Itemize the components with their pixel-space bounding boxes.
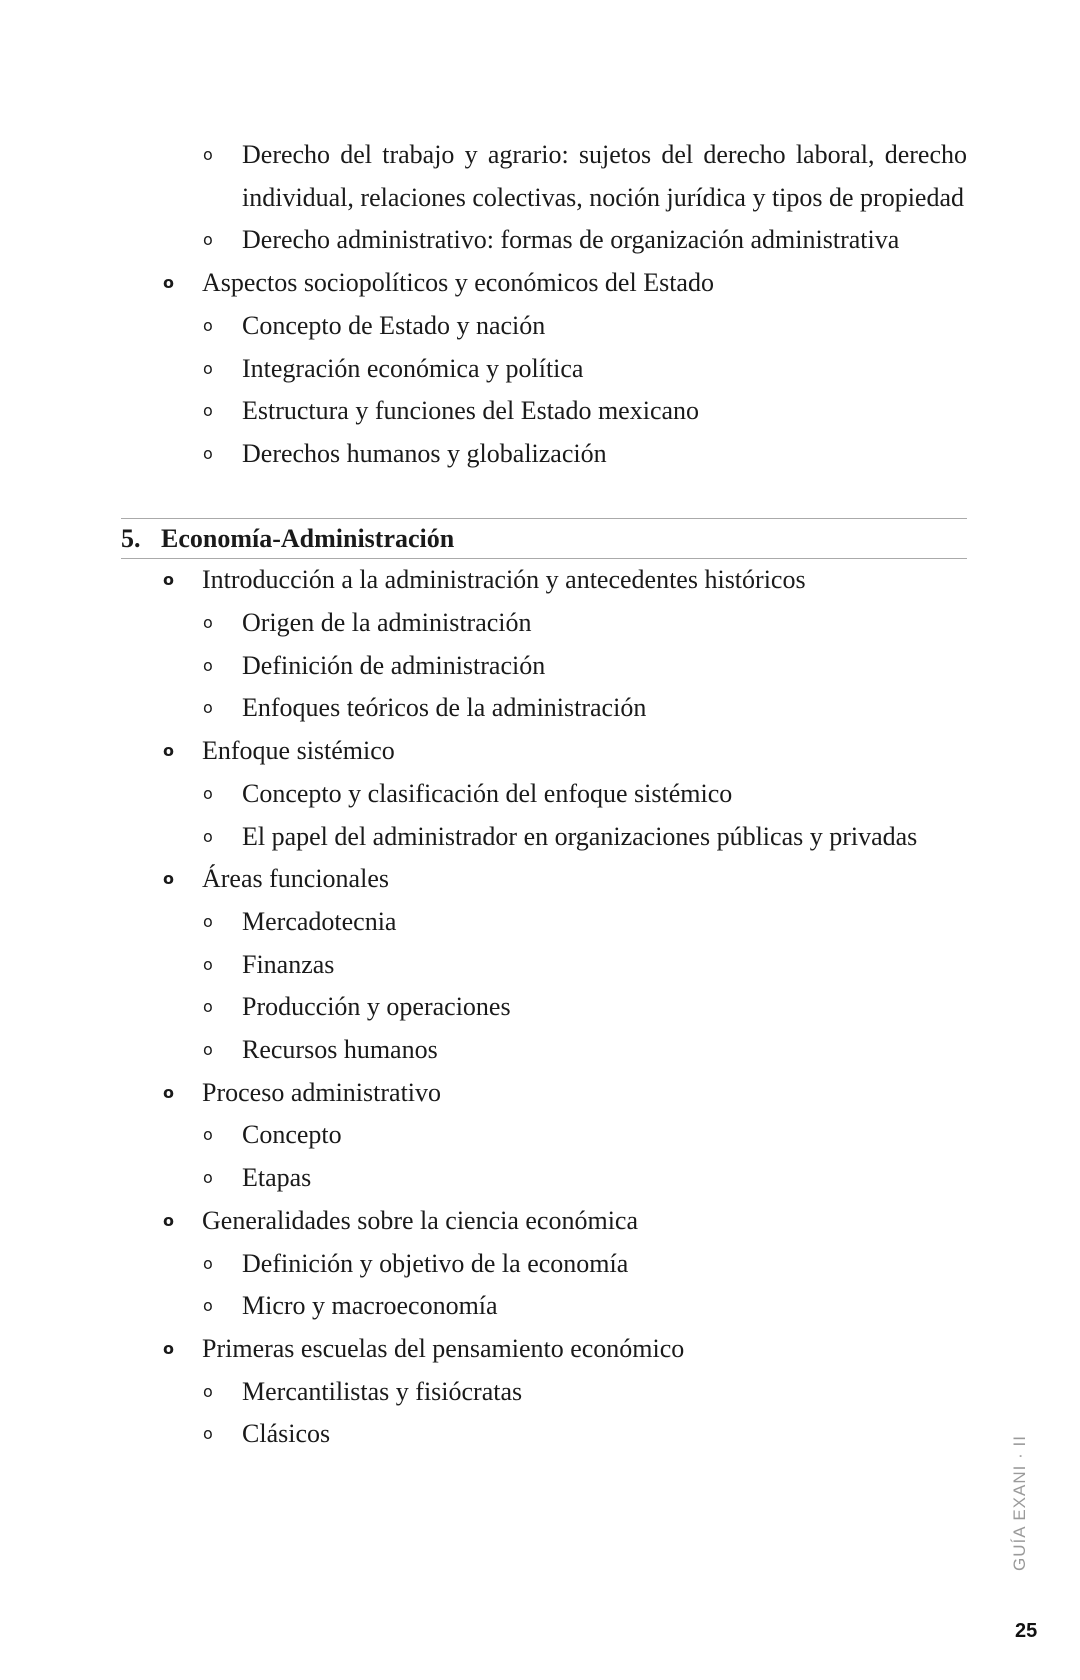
outline-subitem <box>121 816 967 859</box>
item-text: Definición y objetivo de la economía <box>242 1248 629 1278</box>
outline-item <box>121 1328 967 1371</box>
circle-bullet-icon: o <box>203 1296 213 1316</box>
circle-bullet-icon: o <box>203 443 213 463</box>
item-text: Integración económica y política <box>242 353 584 383</box>
circle-bullet-icon: o <box>163 273 174 293</box>
circle-bullet-icon: o <box>203 358 213 378</box>
item-text: Enfoque sistémico <box>202 736 395 766</box>
outline-subitem <box>121 773 967 816</box>
document-body <box>121 134 967 1456</box>
outline-item <box>121 262 967 305</box>
running-title: GUÍA EXANI · II <box>1010 1435 1029 1571</box>
circle-bullet-icon: o <box>203 1168 213 1188</box>
item-text: Derecho del trabajo y agrario: sujetos del derecho laboral, derecho individual, relaciones colectivas, noción jurídica y tipos de propiedad <box>242 140 967 212</box>
item-text: Derechos humanos y globalización <box>242 438 607 468</box>
outline-subitem <box>121 348 967 391</box>
outline-item <box>121 1072 967 1115</box>
item-text: Definición de administración <box>242 650 546 680</box>
outline-subitem <box>121 1413 967 1456</box>
item-text: Concepto <box>242 1120 342 1150</box>
circle-bullet-icon: o <box>203 783 213 803</box>
circle-bullet-icon: o <box>203 698 213 718</box>
circle-bullet-icon: o <box>203 655 213 675</box>
outline-subitem <box>121 602 967 645</box>
circle-bullet-icon: o <box>163 570 174 590</box>
item-text: Origen de la administración <box>242 608 532 638</box>
outline-subitem <box>121 1114 967 1157</box>
circle-bullet-icon: o <box>203 230 213 250</box>
circle-bullet-icon: o <box>203 145 213 164</box>
outline-subitem <box>121 901 967 944</box>
outline-subitem <box>121 433 967 476</box>
item-text: Mercadotecnia <box>242 906 397 936</box>
item-text: Mercantilistas y fisiócratas <box>242 1376 523 1406</box>
circle-bullet-icon: o <box>203 1040 213 1060</box>
item-text: Aspectos sociopolíticos y económicos del Estado <box>202 268 714 298</box>
section-number: 5. <box>121 524 141 554</box>
section-title: Economía-Administración <box>161 524 455 554</box>
circle-bullet-icon: o <box>163 1338 174 1358</box>
item-text: Recursos humanos <box>242 1035 438 1065</box>
outline-subitem <box>121 305 967 348</box>
outline-subitem <box>121 390 967 433</box>
item-text: Estructura y funciones del Estado mexicano <box>242 396 700 426</box>
circle-bullet-icon: o <box>163 869 174 889</box>
circle-bullet-icon: o <box>203 911 213 931</box>
circle-bullet-icon: o <box>163 1082 174 1102</box>
top-outline-list <box>121 134 967 476</box>
outline-subitem <box>121 944 967 987</box>
circle-bullet-icon: o <box>203 1424 213 1444</box>
circle-bullet-icon: o <box>203 997 213 1017</box>
page-number: 25 <box>1015 1620 1038 1642</box>
item-text: Introducción a la administración y antecedentes históricos <box>202 565 806 595</box>
circle-bullet-icon: o <box>203 315 213 335</box>
item-text: Producción y operaciones <box>242 992 511 1022</box>
outline-subitem <box>121 134 967 219</box>
section-outline-list <box>121 559 967 1456</box>
item-text: Áreas funcionales <box>202 864 389 894</box>
item-text: Concepto de Estado y nación <box>242 310 546 340</box>
circle-bullet-icon: o <box>203 401 213 421</box>
item-text: Primeras escuelas del pensamiento económico <box>202 1333 685 1363</box>
outline-item <box>121 559 967 602</box>
outline-subitem <box>121 687 967 730</box>
circle-bullet-icon: o <box>203 1125 213 1145</box>
circle-bullet-icon: o <box>203 826 213 846</box>
outline-item <box>121 730 967 773</box>
outline-subitem <box>121 219 967 262</box>
item-text: Micro y macroeconomía <box>242 1291 498 1321</box>
outline-subitem <box>121 1157 967 1200</box>
circle-bullet-icon: o <box>203 1381 213 1401</box>
outline-item <box>121 858 967 901</box>
item-text: Clásicos <box>242 1419 331 1449</box>
item-text: Finanzas <box>242 949 335 979</box>
item-text: Proceso administrativo <box>202 1077 442 1107</box>
section-heading <box>121 518 967 559</box>
item-text: Generalidades sobre la ciencia económica <box>202 1205 638 1235</box>
outline-subitem <box>121 1371 967 1414</box>
outline-subitem <box>121 1243 967 1286</box>
item-text: Concepto y clasificación del enfoque sistémico <box>242 778 733 808</box>
outline-subitem <box>121 986 967 1029</box>
outline-subitem <box>121 1029 967 1072</box>
item-text: Derecho administrativo: formas de organización administrativa <box>242 225 900 255</box>
item-text: Etapas <box>242 1163 312 1193</box>
outline-subitem <box>121 645 967 688</box>
circle-bullet-icon: o <box>163 1210 174 1230</box>
circle-bullet-icon: o <box>163 741 174 761</box>
circle-bullet-icon: o <box>203 1253 213 1273</box>
circle-bullet-icon: o <box>203 613 213 633</box>
circle-bullet-icon: o <box>203 954 213 974</box>
item-text: El papel del administrador en organizaciones públicas y privadas <box>242 821 918 851</box>
outline-subitem <box>121 1285 967 1328</box>
item-text: Enfoques teóricos de la administración <box>242 693 647 723</box>
outline-item <box>121 1200 967 1243</box>
